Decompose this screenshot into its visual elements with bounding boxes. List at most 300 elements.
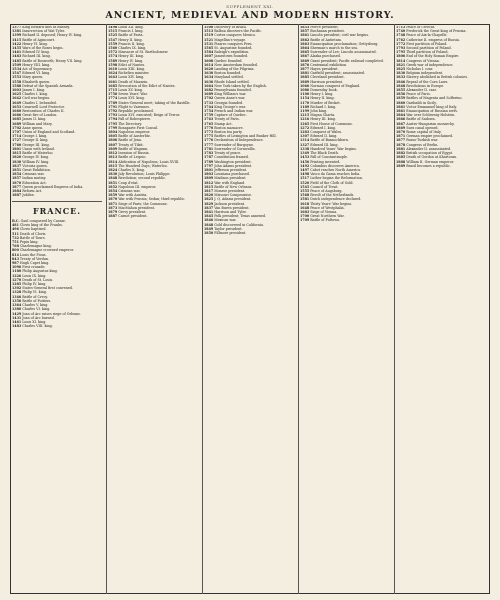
entry-year: 1867: [396, 121, 406, 126]
entry-text: John king.: [310, 109, 328, 114]
entry-year: 1866: [396, 117, 406, 122]
entry-text: Crimean war.: [118, 188, 141, 193]
entry-text: Edward IV. king.: [22, 50, 50, 55]
entry-text: Charles I. king.: [22, 92, 48, 97]
entry-text: Education Act.: [22, 180, 47, 185]
entry-text: Hundred Years' War begins.: [310, 146, 357, 151]
entry-text: Greek war of independence.: [406, 62, 454, 67]
entry-text: Frederick the Great king of Prussia.: [406, 29, 467, 34]
entry-year: 1624: [108, 71, 118, 76]
entry-text: Louis XII. king.: [118, 26, 144, 29]
entry-text: Anne queen.: [22, 125, 44, 130]
entry-year: 1815: [204, 184, 214, 189]
entry-text: Flight to Varennes.: [118, 104, 151, 109]
entry-year: 1664: [204, 83, 214, 88]
entry-year: 732: [12, 235, 19, 240]
entry-text: Slavery abolished in British colonies.: [406, 75, 469, 80]
entry-year: 481: [12, 223, 19, 228]
entry-year: 1791: [108, 104, 118, 109]
entry-text: Taylor president.: [214, 226, 243, 231]
entry-text: Alexander II. czar.: [406, 88, 437, 93]
entry-text: War with Austria.: [118, 193, 148, 198]
entry-text: Field of the Cloth of Gold.: [310, 180, 354, 185]
entry-year: 800: [12, 248, 19, 253]
entry-year: 1888: [396, 159, 406, 164]
entry-year: 1864: [396, 113, 406, 118]
entry-text: Charlemagne king.: [19, 244, 52, 249]
column-5-entries: [396, 26, 486, 169]
entry-text: Battle of Antietam.: [310, 37, 342, 42]
entry-year: 1783: [204, 151, 214, 156]
entry-text: Fillmore president.: [214, 230, 247, 235]
entry-year: 1887: [12, 193, 22, 198]
entry-year: 1877: [300, 67, 310, 72]
entry-text: James II. king.: [22, 117, 47, 122]
entry-year: 1531: [204, 41, 214, 46]
entry-year: 1356: [12, 298, 22, 303]
entry-text: Thirty Years' War begins.: [310, 201, 353, 206]
entry-year: 1824: [108, 167, 118, 172]
entry-text: Francis II. king.: [118, 41, 145, 46]
entry-text: Louis XIII. king.: [118, 67, 145, 72]
entry-text: Cortez conquers Mexico.: [214, 33, 256, 38]
page-title: ANCIENT, MEDIEVAL AND MODERN HISTORY.: [105, 10, 395, 21]
entry-year: 1380: [12, 307, 22, 312]
entry-year: 1636: [204, 79, 214, 84]
entry-year: 1520: [300, 180, 310, 185]
entry-year: 1285: [12, 282, 22, 287]
entry-text: Congress of Berlin.: [406, 142, 439, 147]
entry-text: Jackson president.: [214, 201, 246, 206]
entry-year: 1534: [12, 67, 22, 72]
entry-text: George I. king.: [22, 134, 48, 139]
entry-year: 1871: [396, 134, 406, 139]
entry-text: George IV. king.: [22, 155, 49, 160]
entry-text: Congress of Vienna.: [406, 58, 440, 63]
entry-text: Fall of Constantinople.: [310, 155, 349, 160]
entry-year: 1787: [204, 155, 214, 160]
entry-year: 1821: [396, 62, 406, 67]
entry-year: 1881: [396, 146, 406, 151]
entry-year: 1829: [204, 201, 214, 206]
entry-year: 843: [12, 256, 19, 261]
entry-text: Napoleon emperor.: [118, 130, 151, 135]
entry-year: 1584: [204, 50, 214, 55]
entry-text: Louis XVI. executed; Reign of Terror.: [118, 113, 180, 118]
entry-year: 1889: [396, 163, 406, 168]
entry-year: 1553: [12, 75, 22, 80]
entry-text: Emancipation proclamation; Gettysburg.: [310, 41, 379, 46]
entry-year: 1666: [12, 113, 22, 118]
column-1-entries: [12, 26, 102, 198]
entry-text: Brazil becomes a republic.: [406, 163, 451, 168]
entry-year: 1846: [204, 218, 214, 223]
entry-year: 1774: [108, 96, 118, 101]
entry-year: 1614: [204, 62, 214, 67]
entry-text: Peace of Paris.: [406, 92, 431, 97]
entry-text: Louis XIV. king.: [118, 75, 145, 80]
entry-year: 1864: [300, 46, 310, 51]
entry-year: 1885: [300, 75, 310, 80]
column-1: [12, 26, 102, 592]
entry-text: Louis XV. king.: [118, 88, 143, 93]
entry-text: Boston tea party.: [214, 130, 243, 135]
entry-text: Treaty of Paris.: [214, 117, 240, 122]
entry-text: Richard II. deposed; Henry IV. king.: [22, 33, 83, 38]
entry-text: Edward II. king.: [310, 134, 338, 139]
entry-year: 1643: [108, 75, 118, 80]
entry-year: 1456: [300, 159, 310, 164]
entry-year: 1661: [108, 79, 118, 84]
entry-year: 1707: [12, 130, 22, 135]
entry-text: Vasco da Gama reaches India.: [310, 172, 361, 177]
entry-year: 1756: [108, 92, 118, 97]
entry-year: 1830: [108, 172, 118, 177]
entry-text: Richard III. king.: [22, 54, 51, 59]
entry-text: Jamestown founded.: [214, 54, 249, 59]
section-divider: [12, 201, 102, 202]
entry-year: 1849: [204, 226, 214, 231]
entry-text: Landing of the Pilgrims.: [214, 67, 255, 72]
entry-text: MacMahon president.: [118, 205, 155, 210]
entry-year: 1620: [204, 67, 214, 72]
entry-year: 1603: [12, 88, 22, 93]
supplement-label: SUPPLEMENT XXI.: [226, 4, 274, 9]
entry-year: 1857: [300, 29, 310, 34]
entry-text: Insurrection of Wat Tyler.: [22, 29, 65, 34]
entry-text: Civil war begins.: [22, 96, 51, 101]
entry-text: Defeat of the Spanish Armada.: [22, 83, 74, 88]
entry-text: Louis XI. king.: [22, 319, 47, 324]
entry-year: 1714: [12, 134, 22, 139]
entry-year: 1848: [396, 83, 406, 88]
entry-year: 1861: [396, 109, 406, 114]
entry-year: 1806: [108, 138, 118, 143]
entry-text: Second partition of Poland.: [406, 46, 452, 51]
entry-text: Alexander II. assassinated.: [406, 146, 452, 151]
entry-year: 1825: [204, 197, 214, 202]
entry-text: Buchanan president.: [310, 29, 345, 34]
entry-year: 1498: [108, 26, 118, 29]
entry-year: 1861: [396, 104, 406, 109]
entry-text: Battle of Leipsic.: [118, 155, 147, 160]
entry-year: 1515: [108, 29, 118, 34]
chronology-entry: [108, 215, 198, 219]
entry-text: Charles VIII. king.: [22, 324, 53, 329]
entry-year: 1381: [12, 29, 22, 34]
entry-year: 1857: [12, 176, 22, 181]
entry-text: Gold discovered in California.: [214, 222, 265, 227]
entry-text: Clovis baptized.: [19, 227, 47, 232]
entry-text: Nicholas I. czar.: [406, 67, 434, 72]
entry-year: 1702: [204, 96, 214, 101]
entry-year: 1860: [396, 100, 406, 105]
entry-year: 1364: [12, 303, 22, 308]
entry-year: 1873: [108, 205, 118, 210]
entry-year: 1189: [300, 104, 310, 109]
entry-text: Cromwell Lord Protector.: [22, 104, 65, 109]
entry-text: Monroe president.: [214, 188, 246, 193]
entry-text: Bonaparte First Consul.: [118, 125, 159, 130]
entry-year: 1794: [108, 117, 118, 122]
entry-year: 1702: [12, 125, 22, 130]
entry-year: 1867: [300, 54, 310, 59]
entry-text: Balboa discovers the Pacific.: [214, 29, 263, 34]
entry-year: 1846: [396, 79, 406, 84]
entry-text: Norman conquest of England.: [310, 83, 361, 88]
entry-text: Lincoln president; civil war begins.: [310, 33, 370, 38]
entry-text: Luther begins the Reformation.: [310, 176, 363, 181]
column-3-entries: [204, 26, 294, 236]
entry-text: Repeal of the Corn Laws.: [406, 79, 449, 84]
entry-text: Indian mutiny.: [22, 176, 47, 181]
entry-text: French and Indian war.: [214, 109, 254, 114]
column-divider: [394, 24, 395, 594]
entry-text: Pennsylvania founded.: [214, 88, 252, 93]
entry-text: Printing invented.: [310, 159, 341, 164]
entry-text: Victor Emmanuel king of Italy.: [406, 104, 457, 109]
entry-year: 1853: [300, 26, 310, 29]
entry-year: 1302: [12, 286, 22, 291]
entry-text: Quebec founded.: [214, 58, 243, 63]
entry-year: 1870: [12, 180, 22, 185]
entry-year: 1497: [300, 167, 310, 172]
entry-text: Battles of Magenta and Solferino.: [406, 96, 463, 101]
entry-year: 1642: [12, 96, 22, 101]
entry-year: 1748: [396, 33, 406, 38]
entry-text: Boston founded.: [214, 71, 242, 76]
entry-year: 1854: [108, 188, 118, 193]
entry-text: Louisiana purchased.: [214, 172, 250, 177]
chronology-entry: [300, 219, 390, 223]
entry-year: 1513: [204, 29, 214, 34]
entry-text: Columbus discovers America.: [310, 163, 360, 168]
entry-text: Battle of Tours.: [19, 235, 46, 240]
entry-year: 1856: [396, 92, 406, 97]
entry-text: Carnot president.: [118, 214, 148, 219]
entry-text: Surrender of Cornwallis.: [214, 146, 256, 151]
entry-text: Joan of Arc burned.: [22, 315, 55, 320]
entry-text: Crimean war.: [22, 172, 45, 177]
entry-year: 1517: [300, 176, 310, 181]
entry-text: Stamp Act.: [214, 121, 233, 126]
entry-year: 1851: [108, 180, 118, 185]
entry-year: 1781: [204, 146, 214, 151]
column-4: [300, 26, 390, 592]
entry-text: Pizarro conquers Peru.: [214, 41, 253, 46]
entry-text: Dutch independence declared.: [310, 197, 362, 202]
entry-text: Queen proclaimed Empress of India.: [22, 184, 84, 189]
entry-year: 1429: [12, 311, 22, 316]
entry-year: 1685: [108, 83, 118, 88]
entry-year: 1422: [12, 41, 22, 46]
entry-text: Peace of Aix-la-Chapelle.: [406, 33, 448, 38]
column-divider: [298, 24, 299, 594]
entry-text: Battle of Agincourt.: [22, 37, 56, 42]
entry-year: 1772: [396, 41, 406, 46]
entry-year: 1887: [108, 214, 118, 219]
entry-year: 1812: [204, 180, 214, 185]
entry-text: Garfield president; assassinated.: [310, 71, 366, 76]
entry-text: Abdication of Napoleon; Louis XVIII.: [118, 159, 180, 164]
entry-text: Peace of Utrecht.: [406, 26, 436, 29]
entry-text: Centennial exhibition.: [310, 62, 348, 67]
entry-text: New Amsterdam founded.: [214, 62, 258, 67]
entry-text: The Directory.: [118, 121, 142, 126]
entry-text: Battle of New Orleans.: [214, 184, 253, 189]
entry-text: Council of Trent.: [310, 184, 339, 189]
entry-text: First crusade.: [22, 265, 46, 270]
entry-text: Mexican war.: [214, 218, 237, 223]
entry-text: Battle of Austerlitz.: [118, 134, 151, 139]
entry-text: Grevy president.: [118, 209, 147, 214]
entry-text: Battles of Lexington and Bunker Hill.: [214, 134, 277, 139]
entry-text: Seven Years' War.: [118, 92, 148, 97]
entry-year: 1861: [300, 33, 310, 38]
entry-year: 1568: [300, 193, 310, 198]
entry-text: George II. king.: [22, 138, 49, 143]
entry-year: 1806: [396, 54, 406, 59]
entry-text: Restoration of Charles II.: [22, 109, 65, 114]
entry-year: 1338: [300, 146, 310, 151]
entry-text: Hugh Capet king.: [19, 261, 50, 266]
entry-year: 1881: [300, 71, 310, 76]
entry-text: Henry III. king.: [118, 54, 144, 59]
entry-year: 987: [12, 261, 19, 266]
entry-text: Napoleon III. emperor.: [118, 184, 157, 189]
entry-year: 1777: [204, 142, 214, 147]
entry-year: 1869: [300, 58, 310, 63]
chronology-entry: [204, 232, 294, 236]
entry-year: 1754: [204, 109, 214, 114]
entry-text: William II. German emperor.: [406, 159, 454, 164]
entry-text: Victoria queen.: [22, 163, 48, 168]
entry-year: 1608: [204, 58, 214, 63]
column-2-entries: [108, 26, 198, 219]
entry-text: Great fire of London.: [22, 113, 58, 118]
entry-year: 1733: [204, 100, 214, 105]
entry-text: Magellan's voyage.: [214, 37, 247, 42]
entry-text: Death of Mazarin.: [118, 79, 149, 84]
entry-year: 1870: [396, 130, 406, 135]
entry-year: 1270: [12, 277, 22, 282]
entry-year: 1572: [108, 50, 118, 55]
entry-text: Battle of Bannockburn.: [310, 138, 349, 143]
entry-text: War with England.: [214, 180, 246, 185]
entry-text: Republic proclaimed.: [118, 109, 154, 114]
entry-text: Washington president.: [214, 159, 252, 164]
entry-text: Jefferson president.: [214, 167, 248, 172]
entry-year: 1314: [300, 138, 310, 143]
entry-text: Battle of Pultowa.: [310, 218, 341, 223]
entry-year: 1884: [12, 188, 22, 193]
entry-text: James I. king.: [22, 88, 46, 93]
entry-text: Henry IV. king.: [118, 58, 144, 63]
entry-year: 1346: [12, 294, 22, 299]
entry-text: Henry I. king.: [310, 92, 334, 97]
entry-year: 1559: [108, 41, 118, 46]
entry-year: 1825: [396, 67, 406, 72]
entry-text: Pepin king.: [19, 240, 39, 245]
entry-year: 1485: [12, 58, 22, 63]
entry-text: Declaration of Independence.: [214, 138, 264, 143]
entry-year: 1869: [396, 125, 406, 130]
entry-text: War with Prussia; Sedan; third republic.: [118, 197, 186, 202]
entry-text: Georgia founded.: [214, 100, 244, 105]
entry-text: Harrison president.: [310, 79, 344, 84]
entry-year: 1689: [204, 92, 214, 97]
column-divider: [202, 24, 203, 594]
entry-text: John Adams president.: [214, 163, 253, 168]
entry-text: King George's war.: [214, 104, 246, 109]
entry-text: Francis I. king.: [118, 29, 144, 34]
entry-text: Henry VIII. king.: [22, 62, 51, 67]
entry-year: 1877: [12, 184, 22, 189]
entry-text: Missouri Compromise.: [214, 193, 252, 198]
entry-text: Wars of the Roses begin.: [22, 46, 64, 51]
chronology-entry: [396, 165, 486, 169]
entry-text: Siege of Vienna.: [310, 209, 338, 214]
entry-text: Magna Charta.: [310, 113, 336, 118]
entry-year: 1807: [108, 142, 118, 147]
entry-text: The Black Death.: [310, 151, 339, 156]
entry-year: 1565: [204, 46, 214, 51]
entry-year: 1830: [12, 159, 22, 164]
entry-year: 751: [12, 240, 19, 245]
entry-year: 1547: [108, 37, 118, 42]
entry-text: July Revolution; Louis Philippe.: [118, 172, 171, 177]
entry-year: 1862: [300, 37, 310, 42]
entry-text: Great Northern War.: [310, 214, 345, 219]
entry-text: Maryland settled.: [214, 75, 244, 80]
entry-text: Union with Ireland.: [22, 146, 55, 151]
entry-year: 1770: [204, 125, 214, 130]
entry-year: 1086: [300, 88, 310, 93]
entry-year: 1859: [396, 96, 406, 101]
entry-year: 1793: [108, 113, 118, 118]
entry-year: 1848: [204, 222, 214, 227]
entry-year: 1814: [108, 159, 118, 164]
entry-year: 1545: [300, 184, 310, 189]
entry-year: 1555: [300, 188, 310, 193]
entry-text: Coup d'etat.: [118, 180, 139, 185]
entry-text: The Hundred Days; Waterloo.: [118, 163, 168, 168]
entry-year: 1795: [396, 50, 406, 55]
entry-text: Discovery of Brazil.: [214, 26, 247, 29]
entry-year: 1610: [108, 67, 118, 72]
entry-year: 1492: [300, 163, 310, 168]
entry-text: Conquest of Wales.: [310, 130, 343, 135]
entry-year: 1307: [300, 134, 310, 139]
entry-year: 1865: [300, 50, 310, 55]
entry-text: Revolt of the Netherlands.: [310, 193, 355, 198]
entry-text: Charles I. beheaded.: [22, 100, 57, 105]
entry-text: Charlemagne crowned emperor.: [19, 248, 74, 253]
entry-year: 1581: [300, 197, 310, 202]
entry-year: 1574: [108, 54, 118, 59]
entry-text: Rome capital of Italy.: [406, 130, 442, 135]
entry-text: Russo-Turkish war.: [406, 138, 439, 143]
entry-text: Raleigh's expedition.: [214, 50, 250, 55]
entry-year: 1805: [108, 134, 118, 139]
entry-text: States-General first convened.: [22, 286, 73, 291]
entry-text: Treaty of Tilsit.: [118, 142, 144, 147]
entry-year: 1521: [204, 37, 214, 42]
entry-year: 1871: [108, 201, 118, 206]
entry-text: Alaska purchased.: [310, 54, 341, 59]
entry-text: Garibaldi in Sicily.: [406, 100, 437, 105]
entry-year: 1461: [12, 50, 22, 55]
